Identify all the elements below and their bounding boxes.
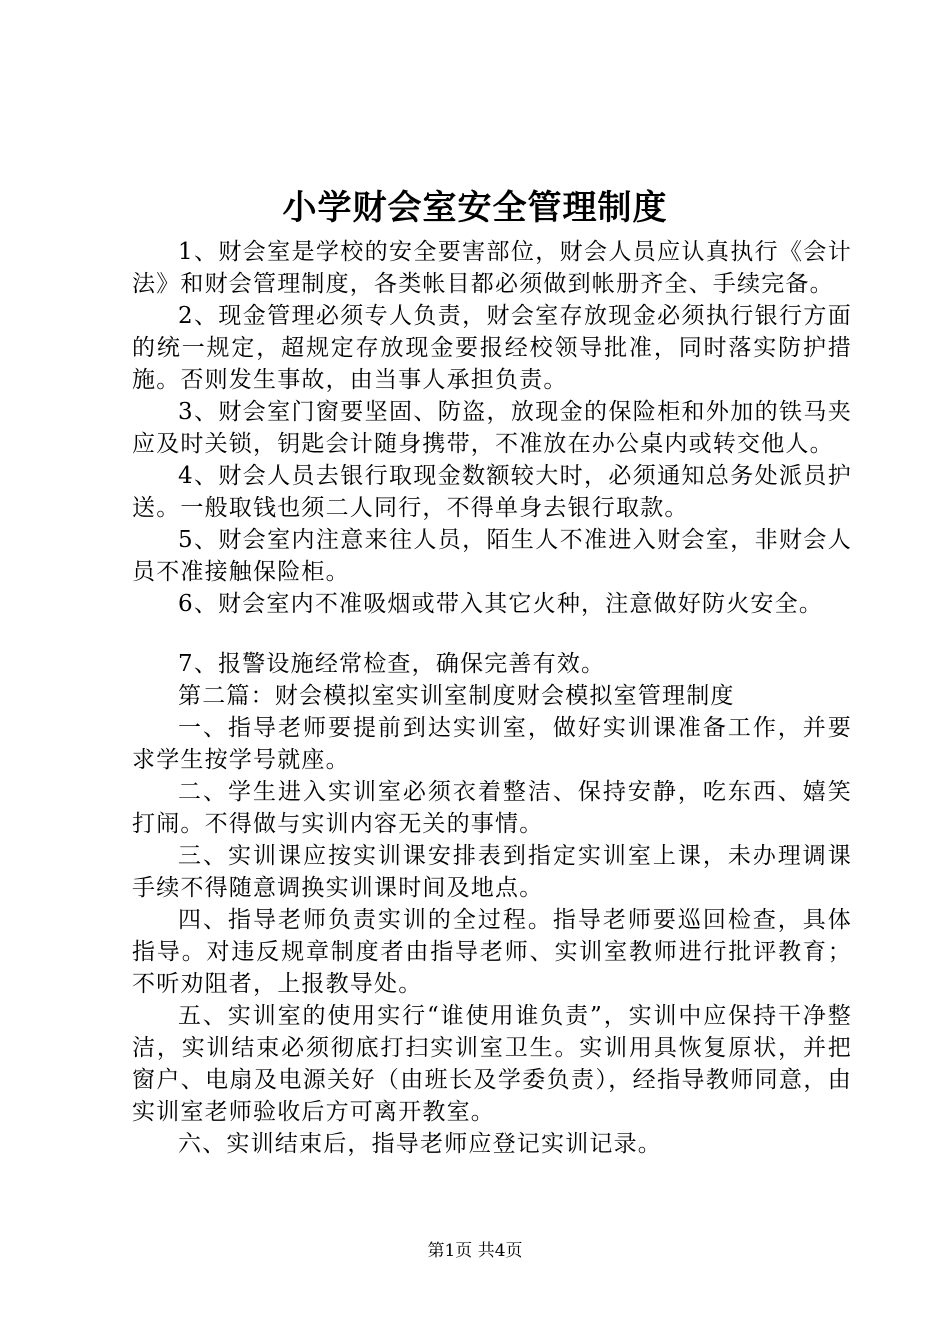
document-body <box>132 236 852 1160</box>
paragraph-6: 6、财会室内不准吸烟或带入其它火种，注意做好防火安全。 <box>178 591 824 617</box>
section-heading-part-two: 第二篇：财会模拟室实训室制度财会模拟室管理制度 <box>178 683 735 709</box>
paragraph-7: 7、报警设施经常检查，确保完善有效。 <box>178 651 606 677</box>
paragraph-8: 一、指导老师要提前到达实训室，做好实训课准备工作，并要求学生按学号就座。 <box>132 715 852 773</box>
paragraph-12: 五、实训室的使用实行“谁使用谁负责”，实训中应保持干净整洁，实训结束必须彻底打扫实训室卫生。实训用具恢复原状，并把窗户、电扇及电源关好（由班长及学委负责），经指导教师同意，由实训室老师验收后方可离开教室。 <box>132 1003 852 1125</box>
paragraph-4: 4、财会人员去银行取现金数额较大时，必须通知总务处派员护送。一般取钱也须二人同行，不得单身去银行取款。 <box>132 463 852 521</box>
paragraph-5: 5、财会室内注意来往人员，陌生人不准进入财会室，非财会人员不准接触保险柜。 <box>132 527 852 585</box>
paragraph-9: 二、学生进入实训室必须衣着整洁、保持安静，吃东西、嬉笑打闹。不得做与实训内容无关的事情。 <box>132 779 852 837</box>
paragraph-11: 四、指导老师负责实训的全过程。指导老师要巡回检查，具体指导。对违反规章制度者由指导老师、实训室教师进行批评教育；不听劝阻者，上报教导处。 <box>132 907 852 997</box>
document-title: 小学财会室安全管理制度 <box>282 188 668 228</box>
paragraph-3: 3、财会室门窗要坚固、防盗，放现金的保险柜和外加的铁马夹应及时关锁，钥匙会计随身携带，不准放在办公桌内或转交他人。 <box>132 399 852 457</box>
paragraph-10: 三、实训课应按实训课安排表到指定实训室上课，未办理调课手续不得随意调换实训课时间及地点。 <box>132 843 852 901</box>
paragraph-1: 1、财会室是学校的安全要害部位，财会人员应认真执行《会计法》和财会管理制度，各类帐目都必须做到帐册齐全、手续完备。 <box>132 239 852 297</box>
page-number-footer: 第1页 共4页 <box>427 1241 523 1261</box>
paragraph-13: 六、实训结束后，指导老师应登记实训记录。 <box>178 1131 662 1157</box>
paragraph-2: 2、现金管理必须专人负责，财会室存放现金必须执行银行方面的统一规定，超规定存放现金要报经校领导批准，同时落实防护措施。否则发生事故，由当事人承担负责。 <box>132 303 852 393</box>
